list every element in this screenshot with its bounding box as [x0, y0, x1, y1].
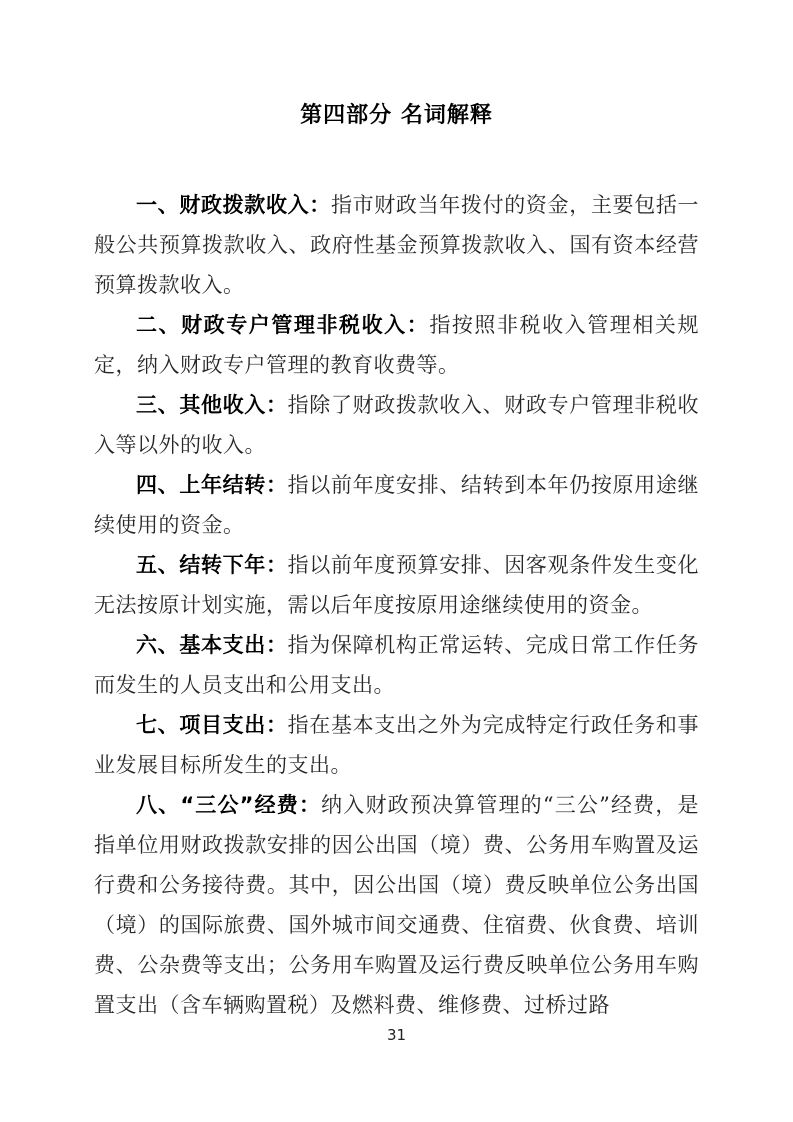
definition-text: 指以前年度安排、结转到本年仍按原用途继续使用的资金。 — [94, 473, 700, 537]
definition-paragraph — [94, 385, 699, 465]
definition-text: 指市财政当年拨付的资金，主要包括一般公共预算拨款收入、政府性基金预算拨款收入、国有资本经营预算拨款收入。 — [94, 193, 700, 297]
definition-text: 指在基本支出之外为完成特定行政任务和事业发展目标所发生的支出。 — [94, 713, 700, 777]
definition-text: 指除了财政拨款收入、财政专户管理非税收入等以外的收入。 — [94, 393, 700, 457]
definition-paragraph — [94, 625, 699, 705]
definition-text: 指以前年度预算安排、因客观条件发生变化无法按原计划实施，需以后年度按原用途继续使用的资金。 — [94, 553, 700, 617]
definition-term: 二、财政专户管理非税收入： — [136, 313, 430, 337]
page-title: 第四部分 名词解释 — [300, 103, 493, 128]
definition-text: 指为保障机构正常运转、完成日常工作任务而发生的人员支出和公用支出。 — [94, 633, 700, 697]
definition-term: 五、结转下年： — [136, 553, 288, 577]
definition-term: 七、项目支出： — [136, 713, 288, 737]
definition-paragraph — [94, 305, 699, 385]
definition-term: 一、财政拨款收入： — [136, 193, 331, 217]
definition-term: 八、“三公”经费： — [136, 793, 322, 817]
definition-paragraph — [94, 465, 699, 545]
definition-paragraph — [94, 545, 699, 625]
definitions-list — [0, 135, 793, 1025]
definition-term: 四、上年结转： — [136, 473, 288, 497]
definition-paragraph — [94, 185, 699, 305]
page-number: 31 — [386, 1026, 407, 1044]
definition-text: 纳入财政预决算管理的“三公”经费，是指单位用财政拨款安排的因公出国（境）费、公务用车购置及运行费和公务接待费。其中，因公出国（境）费反映单位公务出国（境）的国际旅费、国外城市间交通费、住宿费、伙食费、培训费、公杂费等支出；公务用车购置及运行费反映单位公务用车购置支出（含车辆购置税）及燃料费、维修费、过桥过路 — [94, 793, 699, 1017]
definition-paragraph — [94, 705, 699, 785]
definition-text: 指按照非税收入管理相关规定，纳入财政专户管理的教育收费等。 — [94, 313, 699, 377]
definition-paragraph — [94, 785, 699, 1025]
definition-term: 六、基本支出： — [136, 633, 288, 657]
definition-term: 三、其他收入： — [136, 393, 288, 417]
